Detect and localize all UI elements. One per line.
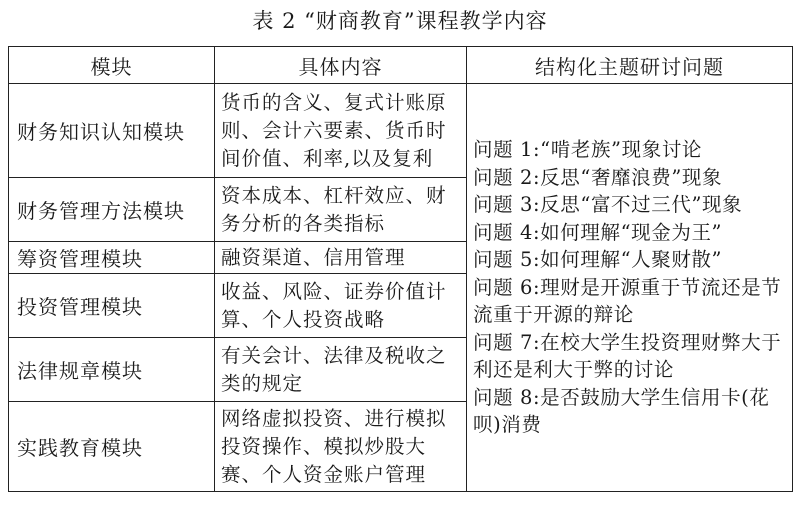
module-cell: 财务管理方法模块	[9, 178, 215, 242]
topic-item: 问题 1:“啃老族”现象讨论	[473, 138, 703, 162]
content-cell: 网络虚拟投资、进行模拟投资操作、模拟炒股大赛、个人资金账户管理	[215, 402, 467, 492]
module-cell: 投资管理模块	[9, 274, 215, 338]
content-cell: 货币的含义、复式计账原则、会计六要素、货币时间价值、利率,以及复利	[215, 84, 467, 178]
table-header-row	[9, 47, 793, 84]
module-cell: 实践教育模块	[9, 402, 215, 492]
content-cell: 收益、风险、证券价值计算、个人投资战略	[215, 274, 467, 338]
topic-item: 问题 2:反思“奢靡浪费”现象	[473, 165, 723, 189]
topic-item: 问题 7:在校大学生投资理财弊大于利还是利大于弊的讨论	[473, 330, 782, 382]
topics-cell	[467, 84, 793, 492]
module-cell: 法律规章模块	[9, 338, 215, 402]
header-topics: 结构化主题研讨问题	[467, 47, 793, 84]
header-content: 具体内容	[215, 47, 467, 84]
topic-item: 问题 4:如何理解“现金为王”	[473, 220, 723, 244]
topic-item: 问题 5:如何理解“人聚财散”	[473, 248, 723, 272]
course-content-table	[8, 46, 793, 492]
content-cell: 融资渠道、信用管理	[215, 242, 467, 274]
module-cell: 财务知识认知模块	[9, 84, 215, 178]
topic-item: 问题 3:反思“富不过三代”现象	[473, 193, 743, 217]
table-caption: 表 2 “财商教育”课程教学内容	[252, 9, 548, 33]
header-module: 模块	[9, 47, 215, 84]
topic-item: 问题 8:是否鼓励大学生信用卡(花呗)消费	[473, 385, 770, 437]
table-row	[9, 84, 793, 178]
content-cell: 资本成本、杠杆效应、财务分析的各类指标	[215, 178, 467, 242]
topic-item: 问题 6:理财是开源重于节流还是节流重于开源的辩论	[473, 275, 782, 327]
module-cell: 筹资管理模块	[9, 242, 215, 274]
content-cell: 有关会计、法律及税收之类的规定	[215, 338, 467, 402]
